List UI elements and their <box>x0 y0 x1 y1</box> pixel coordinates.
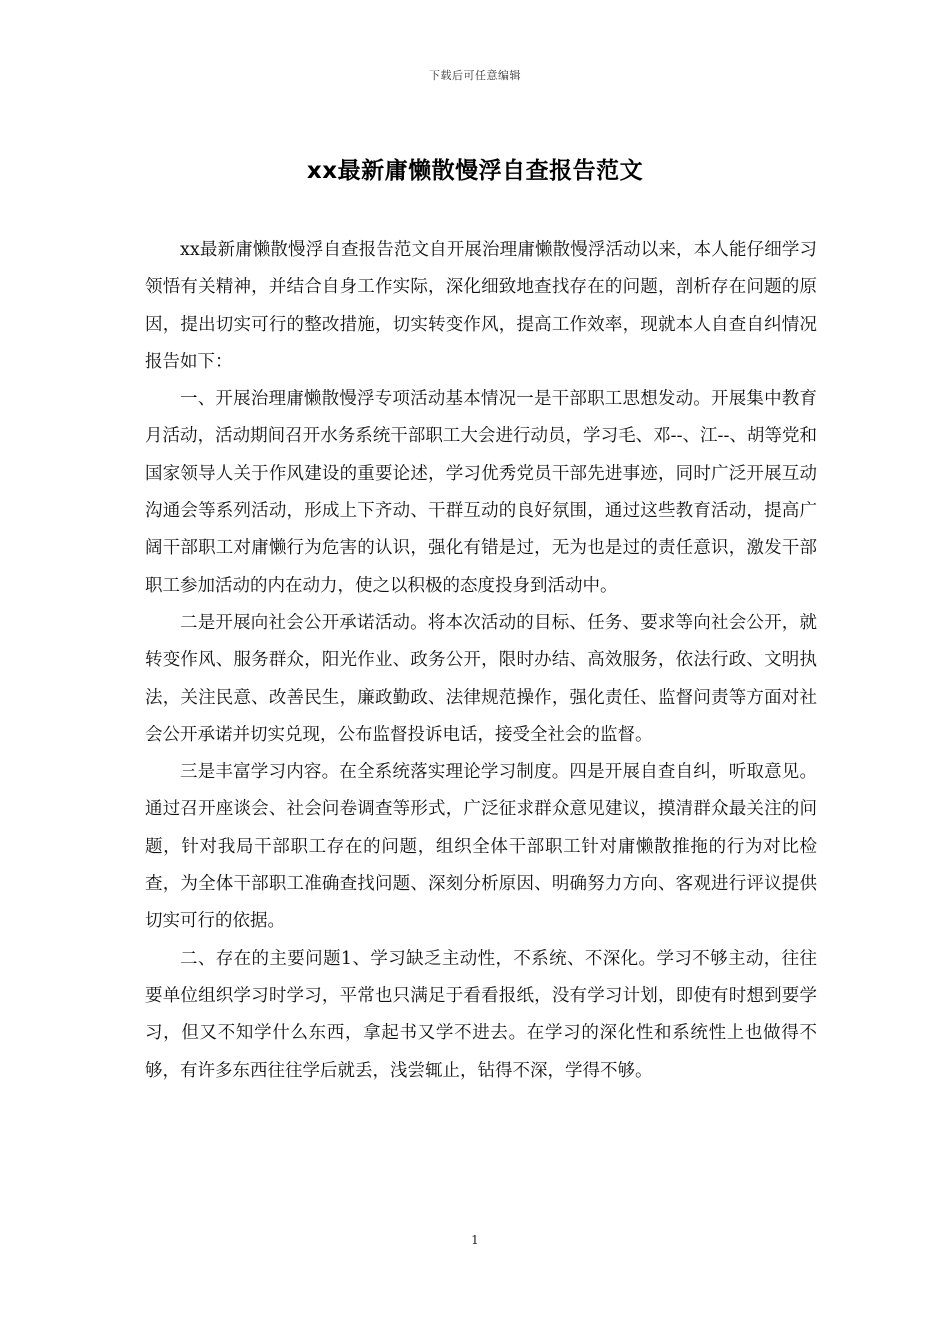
body-paragraph: 二是开展向社会公开承诺活动。将本次活动的目标、任务、要求等向社会公开，就转变作风、服务群众，阳光作业、政务公开，限时办结、高效服务，依法行政、文明执法，关注民意、改善民生，廉政勤政、法律规范操作，强化责任、监督问责等方面对社会公开承诺并切实兑现，公布监督投诉电话，接受全社会的监督。 <box>145 612 817 745</box>
body-paragraph: 三是丰富学习内容。在全系统落实理论学习制度。四是开展自查自纠，听取意见。通过召开座谈会、社会问卷调查等形式，广泛征求群众意见建议，摸清群众最关注的问题，针对我局干部职工存在的问题，组织全体干部职工针对庸懒散推拖的行为对比检查，为全体干部职工准确查找问题、深刻分析原因、明确努力方向、客观进行评议提供切实可行的依据。 <box>145 762 817 932</box>
body-paragraph: xx最新庸懒散慢浮自查报告范文自开展治理庸懒散慢浮活动以来，本人能仔细学习领悟有关精神，并结合自身工作实际，深化细致地查找存在的问题，剖析存在问题的原因，提出切实可行的整改措施，切实转变作风，提高工作效率，现就本人自查自纠情况报告如下： <box>145 240 817 372</box>
header-note: 下载后可任意编辑 <box>429 69 521 82</box>
page-number: 1 <box>471 1233 479 1247</box>
body-paragraph: 二、存在的主要问题1、学习缺乏主动性，不系统、不深化。学习不够主动，往往要单位组织学习时学习，平常也只满足于看看报纸，没有学习计划，即使有时想到要学习，但又不知学什么东西，拿起书又学不进去。在学习的深化性和系统性上也做得不够，有许多东西往往学后就丢，浅尝辄止，钻得不深，学得不够。 <box>145 948 817 1081</box>
document-title: xx最新庸懒散慢浮自查报告范文 <box>306 158 644 184</box>
document-body <box>145 232 817 1090</box>
body-paragraph: 一、开展治理庸懒散慢浮专项活动基本情况一是干部职工思想发动。开展集中教育月活动，活动期间召开水务系统干部职工大会进行动员，学习毛、邓--、江--、胡等党和国家领导人关于作风建设的重要论述，学习优秀党员干部先进事迹，同时广泛开展互动沟通会等系列活动，形成上下齐动、干群互动的良好氛围，通过这些教育活动，提高广阔干部职工对庸懒行为危害的认识，强化有错是过，无为也是过的责任意识，激发干部职工参加活动的内在动力，使之以积极的态度投身到活动中。 <box>145 389 817 596</box>
